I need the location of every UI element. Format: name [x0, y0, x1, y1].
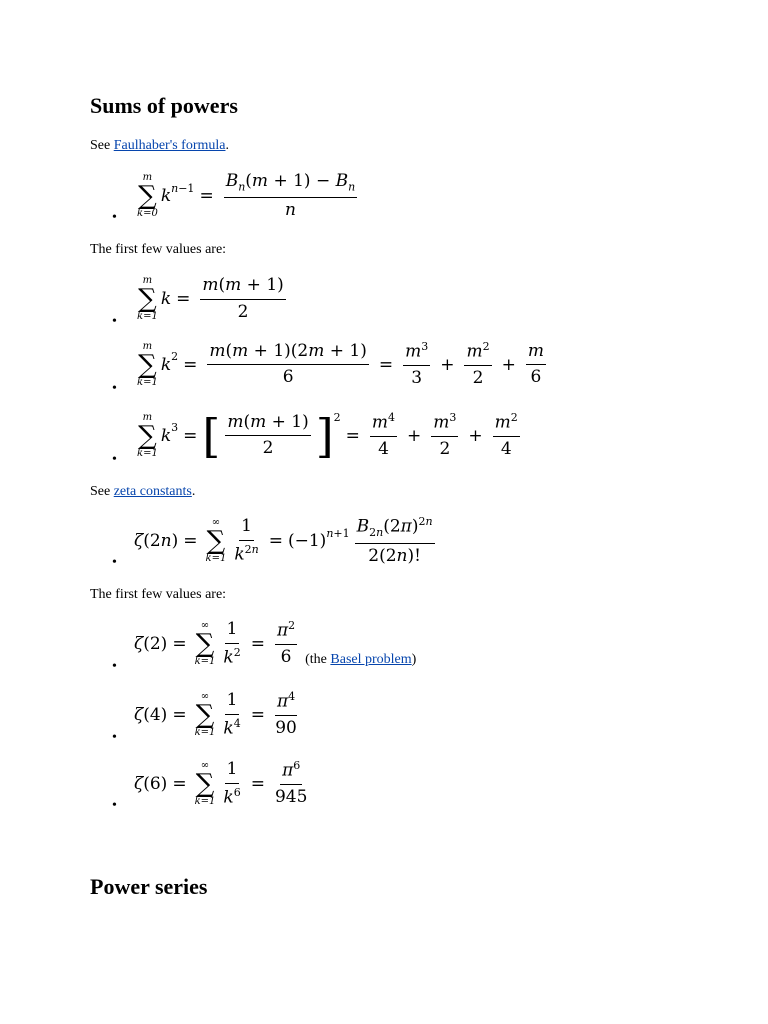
- list-bullet: •: [112, 210, 117, 225]
- formula-faulhaber: m ∑ k=0 k $^{n -1}$ = $\frac{B_n(m + 1) - B_n}{n}$: [137, 171, 356, 221]
- basel-note: (the Basel problem): [305, 651, 417, 667]
- list-bullet: •: [112, 314, 117, 329]
- faulhaber-formula-link[interactable]: Faulhaber's formula: [113, 138, 226, 153]
- see-zeta-line: See zeta constants.: [90, 484, 196, 499]
- formula-sum-k: m ∑ k=1 k = $\frac{m(m + 1)}{2}$: [137, 275, 284, 323]
- list-bullet: •: [112, 452, 117, 467]
- formula-sum-k-squared: m ∑ k=1 k $^2$ = $\frac{m(m + 1)(2m + 1)}{6}$ = $\frac{m^3}{3}$ + $\frac{m^2}{2}$ + $\frac{m}{6}$: [137, 340, 544, 389]
- basel-problem-link[interactable]: Basel problem: [330, 651, 412, 667]
- first-few-values-text-1: The first few values are:: [90, 242, 227, 257]
- formula-zeta-2n: ζ (2 n ) = ∞ ∑ k=1 $\frac{1}{k^{2n}}$ = (−1) $^{n +1}$ $\frac{B_{2n}(2\pi)^{2n}}{2(2n)!}$: [134, 515, 433, 566]
- section-title-power-series: Power series: [90, 874, 208, 899]
- formula-sum-k-cubed: m ∑ k=1 k $^3$ = [ $\frac{m(m + 1)}{2}$ ] $^2$ = $\frac{m^4}{4}$ + $\frac{m^3}{2}$ + $\frac{m^2}{4}$: [137, 408, 518, 463]
- zeta-constants-link[interactable]: zeta constants: [113, 484, 192, 499]
- list-bullet: •: [112, 659, 117, 674]
- formula-zeta-2: ζ (2) = ∞ ∑ k=1 $\frac{1}{k^2}$ = $\frac{\pi^2}{6}$ (the Basel problem): [134, 619, 417, 668]
- formula-zeta-4: ζ (4) = ∞ ∑ k=1 $\frac{1}{k^4}$ = $\frac{\pi^4}{90}$: [134, 690, 297, 739]
- section-title-sums-of-powers: Sums of powers: [90, 93, 238, 118]
- first-few-values-text-2: The first few values are:: [90, 587, 227, 602]
- formula-zeta-6: ζ (6) = ∞ ∑ k=1 $\frac{1}{k^6}$ = $\frac{\pi^6}{945}$: [134, 759, 308, 808]
- list-bullet: •: [112, 798, 117, 813]
- see-faulhaber-line: See Faulhaber's formula.: [90, 138, 229, 153]
- list-bullet: •: [112, 730, 117, 745]
- list-bullet: •: [112, 381, 117, 396]
- list-bullet: •: [112, 555, 117, 570]
